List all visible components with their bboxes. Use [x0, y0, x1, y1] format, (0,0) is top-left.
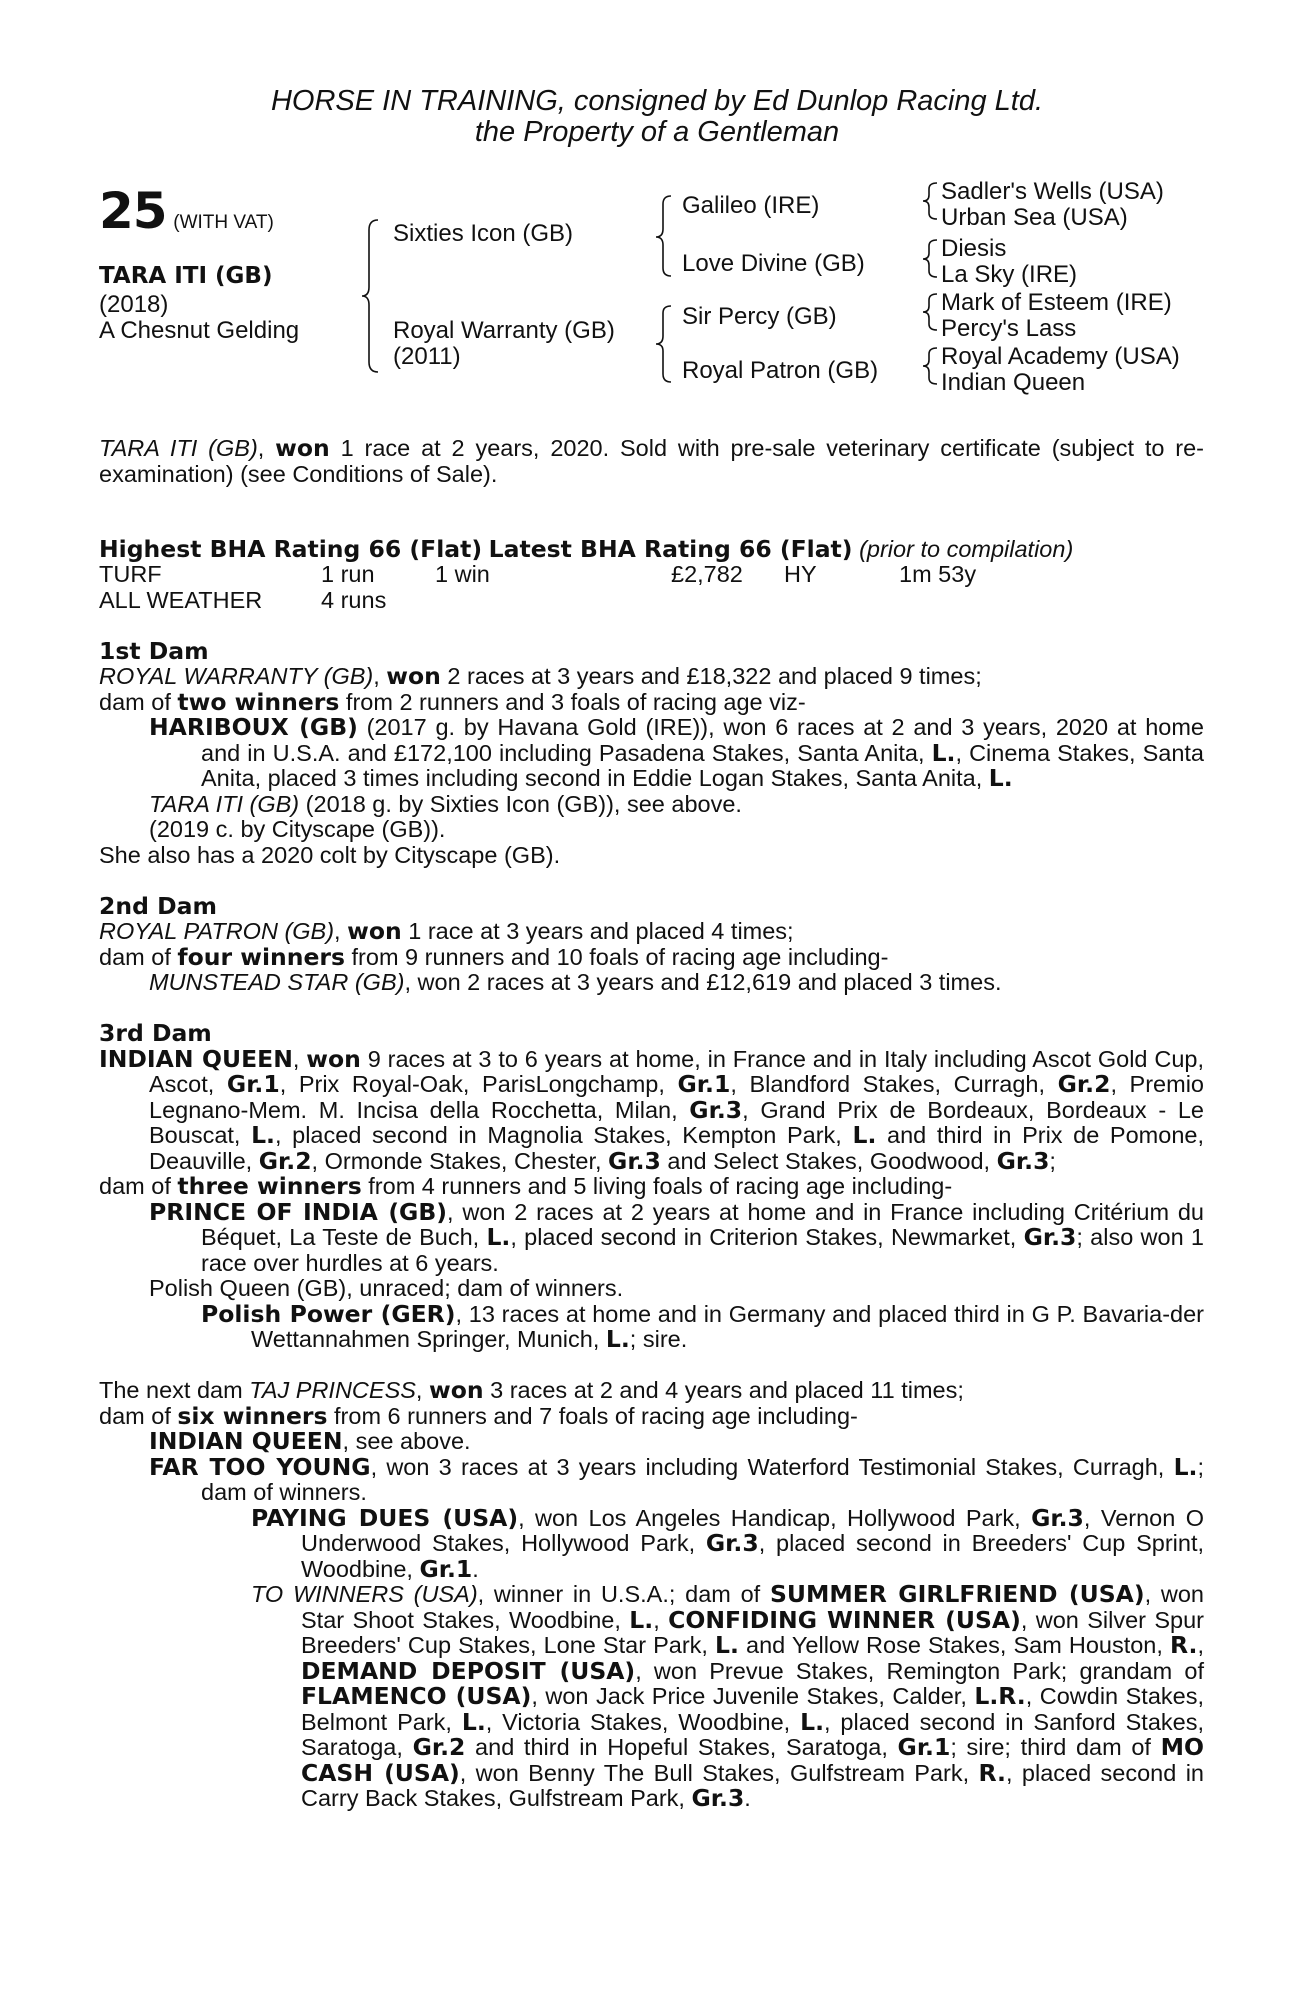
hariboux-name: HARIBOUX (GB): [149, 713, 358, 741]
grade-mark: Gr.2: [412, 1733, 466, 1761]
polish-power-name: Polish Power (GER): [201, 1299, 456, 1328]
text: and Yellow Rose Stakes, Sam Houston,: [738, 1632, 1170, 1658]
lot-number: 25: [99, 182, 167, 240]
text: ; dam of winners.: [201, 1453, 1204, 1505]
pedigree-gen3-3: Diesis: [941, 235, 1007, 262]
mo-cash-name: MO CASH (USA): [301, 1733, 1204, 1787]
text: , Victoria Stakes, Woodbine,: [485, 1708, 801, 1735]
highest-rating: Highest BHA Rating 66 (Flat): [99, 534, 483, 563]
text: , Cinema Stakes, Santa Anita, placed 3 times including second in Eddie Logan Stakes, Santa Anita,: [201, 739, 1204, 791]
bracket-gen3-2: [923, 240, 937, 277]
horse-description: A Chesnut Gelding: [99, 317, 300, 344]
listed-restricted-mark: L.R.: [974, 1682, 1026, 1710]
first-dam-won: won: [386, 662, 441, 690]
text: and third in Prix de Pomone, Deauville,: [149, 1122, 1204, 1174]
stat-runs: 4 runs: [321, 586, 387, 613]
pedigree-gen3-7: Royal Academy (USA): [941, 343, 1180, 370]
grade-mark: Gr.3: [1023, 1223, 1077, 1251]
restricted-mark: R.: [978, 1758, 1006, 1787]
text: , won Silver Spur Breeders' Cup Stakes, Lone Star Park,: [301, 1606, 1204, 1658]
first-dam-line2: [99, 687, 1204, 716]
listed-mark: L.: [988, 764, 1013, 792]
grade-mark: Gr.1: [419, 1554, 473, 1583]
header-property: the Property of a Gentleman: [474, 116, 840, 148]
header-consignor: HORSE IN TRAINING, consigned by Ed Dunlop Racing Ltd.: [270, 85, 1044, 117]
text: , Blandford Stakes, Curragh,: [730, 1071, 1058, 1097]
indian-queen-name: INDIAN QUEEN: [149, 1427, 343, 1455]
grade-mark: Gr.1: [226, 1070, 280, 1098]
intro-won: won: [275, 434, 330, 462]
listed-mark: L.: [486, 1223, 511, 1251]
second-dam-heading: 2nd Dam: [99, 891, 217, 920]
text: from 6 runners and 7 foals of racing age including-: [327, 1402, 858, 1429]
produce-prince-of-india: [99, 1197, 1204, 1277]
text: .: [744, 1785, 751, 1811]
produce-polish-queen: Polish Queen (GB), unraced; dam of winners.: [149, 1275, 624, 1301]
grade-mark: Gr.3: [1031, 1503, 1084, 1532]
text: .: [472, 1555, 479, 1582]
text: ;: [1049, 1147, 1056, 1174]
grade-mark: Gr.3: [608, 1146, 661, 1175]
bracket-gen1: [362, 220, 378, 372]
third-dam-winners: three winners: [177, 1172, 362, 1200]
demand-deposit-name: DEMAND DEPOSIT (USA): [301, 1656, 636, 1685]
bracket-gen3-4: [923, 348, 937, 384]
text: , Cowdin Stakes, Belmont Park,: [301, 1683, 1204, 1735]
text: , won Benny The Bull Stakes, Gulfstream Park,: [459, 1759, 979, 1786]
race-stats-table: [99, 562, 976, 613]
rating-note: (prior to compilation): [859, 535, 1074, 562]
stat-going: [784, 588, 899, 614]
pedigree-sire-sire: Galileo (IRE): [682, 192, 820, 219]
produce-far-too-young: [99, 1452, 1204, 1506]
next-dam-line1: The next dam TAJ PRINCESS, won 3 races at 2 and 4 years and placed 11 times;: [99, 1376, 964, 1404]
text: , placed second in Sanford Stakes, Saratoga,: [301, 1708, 1204, 1760]
grade-mark: Gr.1: [677, 1070, 731, 1098]
first-dam-record: 2 races at 3 years and £18,322 and placed 9 times;: [440, 663, 982, 689]
vat-note: (WITH VAT): [173, 212, 274, 233]
won: won: [306, 1044, 361, 1073]
text: 1 race at 3 years and placed 4 times;: [401, 918, 794, 944]
produce-tara-iti: [99, 792, 1204, 818]
text: , won 3 races at 3 years including Waterford Testimonial Stakes, Curragh,: [370, 1453, 1174, 1480]
indian-queen-record: INDIAN QUEEN, won 9 races at 3 to 6 years at home, in France and in Italy including Ascot Gold Cup, Ascot, Gr.1, Prix Royal-Oak, ParisLongchamp, Gr.1, Blandford Stakes, Curragh, Gr.2, Premio Legnano-Mem. M. Incisa della Rocchetta, Milan, Gr.3, Grand Prix de Bordeaux, Bordeaux - Le Bouscat, L., placed second in Magnolia Stakes, Kempton Park, L. and third in Prix de Pomone, Deauville, Gr.2, Ormonde Stakes, Chester, Gr.3 and Select Stakes, Goodwood, Gr.3;: [99, 1044, 1204, 1175]
pedigree-gen3-8: Indian Queen: [941, 369, 1086, 396]
restricted-mark: R.: [1170, 1631, 1198, 1659]
text: , won Jack Price Juvenile Stakes, Calder,: [531, 1683, 975, 1709]
text: , Vernon O Underwood Stakes, Hollywood Park,: [301, 1504, 1204, 1556]
munstead-star-name: MUNSTEAD STAR (GB): [149, 969, 405, 995]
stat-surface: ALL WEATHER: [99, 586, 263, 613]
produce-munstead-star: [99, 970, 1204, 996]
second-dam-line1: ROYAL PATRON (GB), won 1 race at 3 years and placed 4 times;: [99, 917, 794, 945]
pedigree-gen3-4: La Sky (IRE): [941, 261, 1078, 288]
text: dam of: [99, 688, 178, 715]
listed-mark: L.: [715, 1631, 739, 1659]
catalogue-body: [99, 436, 1204, 1812]
stat-prize: [671, 588, 784, 614]
pedigree-dam: Royal Warranty (GB): [393, 317, 615, 344]
text: (2017 g. by Havana Gold (IRE)), won 6 races at 2 and 3 years, 2020 at home and in U.S.A. and £172,100 including Pasadena Stakes, Santa Anita,: [201, 714, 1204, 766]
pedigree-gen3-1: Sadler's Wells (USA): [941, 178, 1164, 205]
text: and third in Hopeful Stakes, Saratoga,: [465, 1734, 898, 1760]
listed-mark: L.: [461, 1707, 486, 1736]
listed-mark: L.: [251, 1121, 275, 1149]
paying-dues-name: PAYING DUES (USA): [251, 1503, 519, 1532]
listed-mark: L.: [1173, 1452, 1198, 1481]
text: , won Star Shoot Stakes, Woodbine,: [301, 1581, 1204, 1633]
bracket-gen3-1: [923, 183, 937, 219]
first-dam-heading: 1st Dam: [99, 636, 209, 665]
grade-mark: Gr.3: [691, 1784, 745, 1812]
latest-rating: Latest BHA Rating 66 (Flat): [488, 534, 853, 563]
to-winners-name: TO WINNERS (USA): [251, 1581, 478, 1607]
stat-runs: 1 run: [321, 561, 375, 587]
listed-mark: L.: [931, 738, 956, 767]
bracket-gen2-sire: [656, 196, 671, 276]
produce-paying-dues: [99, 1503, 1205, 1583]
produce-2019-colt: (2019 c. by Cityscape (GB)).: [149, 816, 446, 842]
stat-prize: £2,782: [671, 561, 743, 587]
text: , Ormonde Stakes, Chester,: [311, 1147, 609, 1174]
horse-year: (2018): [99, 291, 169, 318]
pedigree-gen3-2: Urban Sea (USA): [941, 204, 1128, 231]
text: , Grand Prix de Bordeaux, Bordeaux - Le Bouscat,: [149, 1096, 1204, 1148]
third-dam-line2: [99, 1174, 1204, 1200]
text: 9 races at 3 to 6 years at home, in France and in Italy including Ascot Gold Cup, Ascot,: [149, 1045, 1204, 1097]
stat-distance: [899, 588, 976, 614]
flamenco-name: FLAMENCO (USA): [301, 1682, 532, 1710]
text: , winner in U.S.A.; dam of: [477, 1581, 770, 1607]
text: dam of: [99, 943, 178, 970]
grade-mark: Gr.1: [897, 1733, 951, 1761]
prince-of-india-name: PRINCE OF INDIA (GB): [149, 1197, 447, 1226]
text: , won Los Angeles Handicap, Hollywood Park,: [518, 1504, 1032, 1531]
text: ; sire; third dam of: [950, 1734, 1161, 1760]
bracket-gen2-dam: [656, 306, 671, 382]
text: dam of: [99, 1173, 178, 1199]
intro-horse-name: TARA ITI (GB): [99, 435, 258, 461]
intro-text: 1 race at 2 years, 2020. Sold with pre-sale veterinary certificate (subject to re-examination) (see Conditions of Sale).: [99, 435, 1205, 487]
indian-queen-name: INDIAN QUEEN: [99, 1044, 293, 1073]
text: , Prix Royal-Oak, ParisLongchamp,: [279, 1071, 678, 1097]
text: ; also won 1 race over hurdles at 6 years.: [201, 1224, 1204, 1276]
first-dam-line1: ROYAL WARRANTY (GB), won 2 races at 3 years and £18,322 and placed 9 times;: [99, 662, 982, 690]
produce-hariboux: [99, 715, 1204, 792]
grade-mark: Gr.3: [705, 1529, 759, 1557]
produce-polish-power: [99, 1299, 1204, 1353]
text: 3 races at 2 and 4 years and placed 11 times;: [483, 1377, 964, 1403]
text: , see above.: [342, 1428, 471, 1454]
text: , won 2 races at 2 years at home and in France including Critérium du Béquet, La Teste de Buch,: [201, 1198, 1204, 1250]
grade-mark: Gr.2: [258, 1146, 312, 1175]
listed-mark: L.: [605, 1325, 630, 1353]
listed-mark: L.: [800, 1707, 824, 1736]
stat-distance: 1m 53y: [899, 561, 977, 587]
second-dam-line2: [99, 942, 1204, 971]
grade-mark: Gr.2: [1057, 1070, 1111, 1098]
grade-mark: Gr.3: [689, 1095, 743, 1124]
pedigree-gen3-5: Mark of Esteem (IRE): [941, 289, 1172, 316]
second-dam-winners: four winners: [177, 942, 345, 971]
text: and Select Stakes, Goodwood,: [660, 1147, 997, 1174]
first-dam-name: ROYAL WARRANTY (GB): [99, 663, 374, 689]
second-dam-name: ROYAL PATRON (GB): [99, 918, 335, 944]
taj-princess-name: TAJ PRINCESS: [249, 1377, 416, 1403]
text: dam of: [99, 1402, 178, 1429]
pedigree-dam-sire: Sir Percy (GB): [682, 303, 837, 330]
text: , won Prevue Stakes, Remington Park; grandam of: [635, 1657, 1205, 1684]
text: ; sire.: [629, 1326, 688, 1352]
intro-paragraph: TARA ITI (GB), won 1 race at 2 years, 2020. Sold with pre-sale veterinary certificate (subject to re-examination) (see Conditions of Sale).: [99, 434, 1205, 487]
next-dam-line2: [99, 1401, 1204, 1430]
stat-wins: 1 win: [435, 561, 490, 587]
text: , placed second in Criterion Stakes, Newmarket,: [510, 1224, 1024, 1250]
horse-name: TARA ITI (GB): [99, 263, 273, 289]
pedigree-dam-year: (2011): [393, 343, 461, 370]
summer-girlfriend-name: SUMMER GIRLFRIEND (USA): [769, 1580, 1145, 1608]
bracket-gen3-3: [923, 294, 937, 330]
listed-mark: L.: [852, 1121, 877, 1149]
listed-mark: L.: [629, 1605, 654, 1634]
first-dam-winners: two winners: [177, 687, 340, 716]
far-too-young-name: FAR TOO YOUNG: [149, 1452, 371, 1481]
stat-going: HY: [784, 561, 817, 587]
text: (2018 g. by Sixties Icon (GB)), see above.: [299, 790, 742, 817]
text: from 2 runners and 3 foals of racing age viz-: [339, 688, 806, 715]
pedigree-sire-dam: Love Divine (GB): [682, 250, 865, 277]
tara-iti-name: TARA ITI (GB): [149, 790, 300, 817]
text: , placed second in Magnolia Stakes, Kempton Park,: [274, 1122, 853, 1148]
text: , placed second in Carry Back Stakes, Gulfstream Park,: [301, 1759, 1204, 1811]
stat-surface: TURF: [99, 561, 162, 587]
pedigree-dam-dam: Royal Patron (GB): [682, 357, 879, 384]
grade-mark: Gr.3: [996, 1146, 1050, 1175]
produce-to-winners: TO WINNERS (USA), winner in U.S.A.; dam of SUMMER GIRLFRIEND (USA), won Star Shoot Stakes, Woodbine, L., CONFIDING WINNER (USA), won Silver Spur Breeders' Cup Stakes, Lone Star Park, L. and Yellow Rose Stakes, Sam Houston, R., DEMAND DEPOSIT (USA), won Prevue Stakes, Remington Park; grandam of FLAMENCO (USA), won Jack Price Juvenile Stakes, Calder, L.R., Cowdin Stakes, Belmont Park, L., Victoria Stakes, Woodbine, L., placed second in Sanford Stakes, Saratoga, Gr.2 and third in Hopeful Stakes, Saratoga, Gr.1; sire; third dam of MO CASH (USA), won Benny The Bull Stakes, Gulfstream Park, R., placed second in Carry Back Stakes, Gulfstream Park, Gr.3.: [251, 1580, 1205, 1812]
rating-line: [99, 534, 1204, 563]
produce-indian-queen: [99, 1429, 1204, 1455]
text: , Premio Legnano-Mem. M. Incisa della Rocchetta, Milan,: [149, 1071, 1204, 1123]
won: won: [428, 1376, 484, 1404]
pedigree-sire: Sixties Icon (GB): [393, 220, 574, 247]
text: , placed second in Breeders' Cup Sprint, Woodbine,: [301, 1530, 1205, 1582]
text: from 9 runners and 10 foals of racing age including-: [345, 943, 889, 970]
text: from 4 runners and 5 living foals of racing age including-: [361, 1173, 953, 1199]
produce-2020-colt: She also has a 2020 colt by Cityscape (GB).: [99, 841, 561, 868]
table-row: [99, 562, 976, 588]
third-dam-heading: 3rd Dam: [99, 1019, 212, 1047]
stat-wins: [435, 588, 671, 614]
pedigree-gen3-6: Percy's Lass: [941, 315, 1077, 342]
text: , won 2 races at 3 years and £12,619 and placed 3 times.: [404, 969, 1002, 995]
text: , 13 races at home and in Germany and placed third in G P. Bavaria-der Wettannahmen Springer, Munich,: [251, 1300, 1204, 1352]
confiding-winner-name: CONFIDING WINNER (USA): [668, 1605, 1021, 1634]
next-dam-winners: six winners: [177, 1401, 328, 1430]
text: The next dam: [99, 1377, 250, 1403]
table-row: [99, 588, 976, 614]
second-dam-won: won: [347, 917, 402, 945]
